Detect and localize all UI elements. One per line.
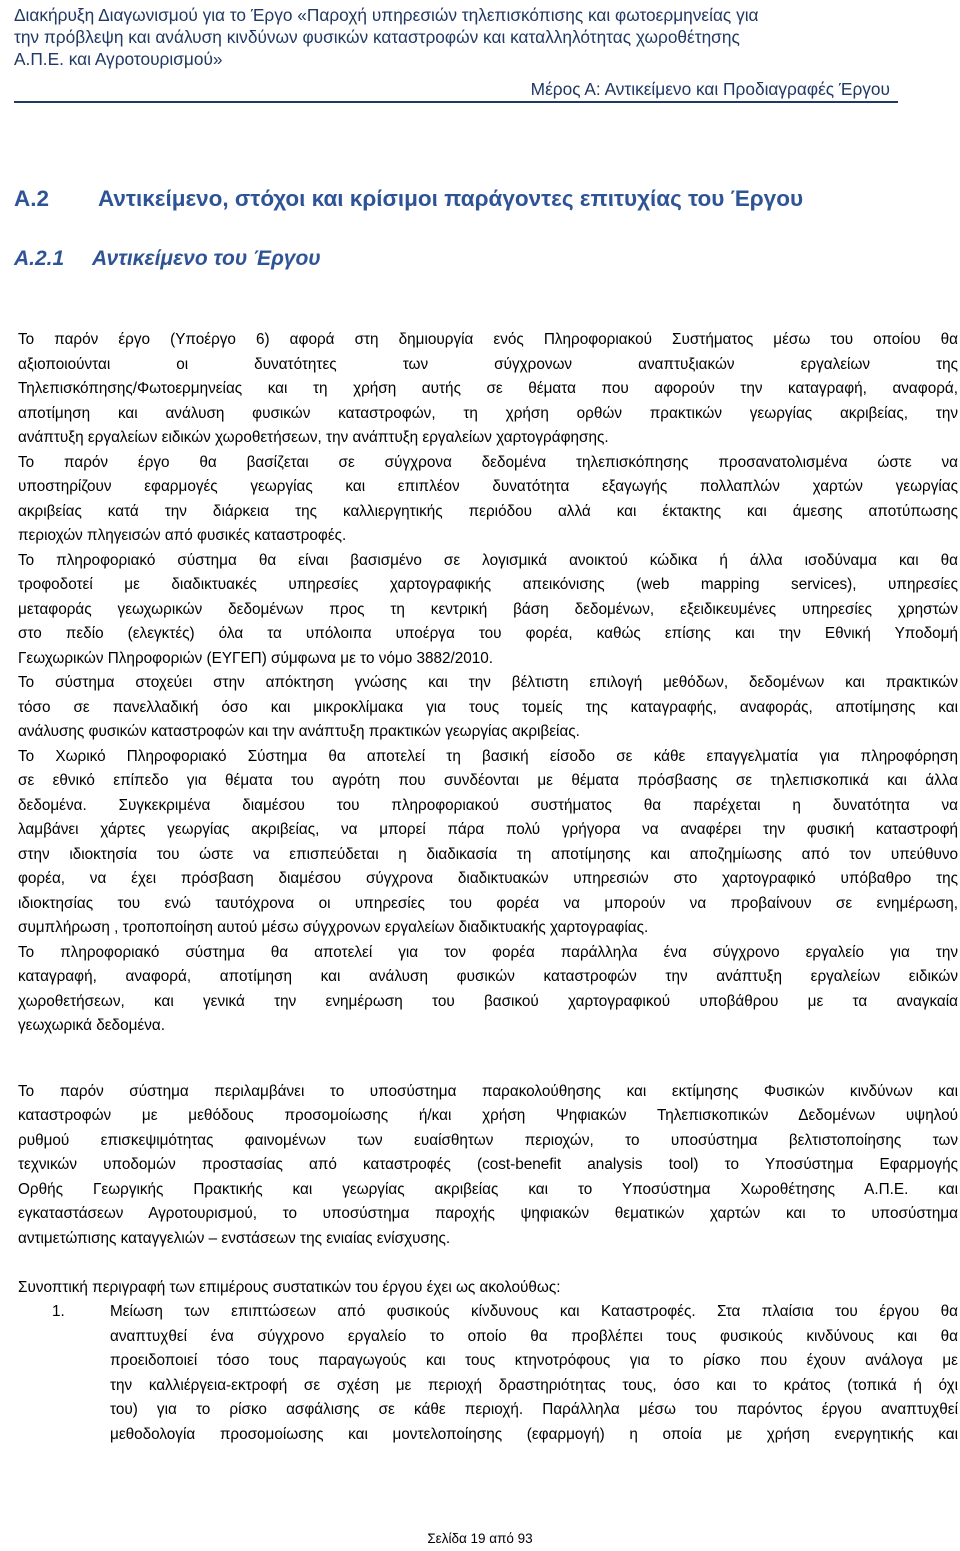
paragraph-spacer: [18, 1251, 958, 1276]
list-item-line: προειδοποιεί τόσο τους παραγωγούς και τους κτηνοτρόφους για το ρίσκο που έχουν ανάλογα με: [110, 1352, 958, 1369]
paragraph: [18, 328, 958, 451]
paragraph-line: ιδιοκτησίας του ενώ ταυτόχρονα οι υπηρεσίες του φορέα να μπορούν να προβαίνουν σε ενημέρωση,: [18, 894, 958, 912]
document-header-part: Μέρος Α: Αντικείμενο και Προδιαγραφές Έργου: [530, 79, 890, 99]
paragraph-line: τεχνικών υποδομών προστασίας από καταστροφές (cost-benefit analysis tool) το Υποσύστημα Εφαρμογής: [18, 1156, 958, 1173]
list-item-line: Μείωση των επιπτώσεων από φυσικούς κίνδυνους και Καταστροφές. Στα πλαίσια του έργου θα: [110, 1303, 958, 1320]
page-number-footer: Σελίδα 19 από 93: [427, 1531, 533, 1546]
paragraph-line: Τηλεπισκόπησης/Φωτοερμηνείας και τη χρήση αυτής σε θέματα που αφορούν την καταγραφή, αναφορά,: [18, 380, 958, 397]
subsection-title: Αντικείμενο του Έργου: [92, 247, 321, 270]
paragraph: [18, 1080, 958, 1252]
list-item-text: [110, 1300, 958, 1447]
list-item: [18, 1300, 958, 1447]
list-item-line: την καλλιέργεια-εκτροφή σε σχέση με περιοχή δραστηριότητας τους, όσο και το κράτος (τοπικά ή όχι: [110, 1376, 958, 1394]
paragraph: [18, 745, 958, 941]
paragraph: [18, 451, 958, 549]
paragraph-line: εγκαταστάσεων Αγροτουρισμού, το υποσύστημα παροχής ψηφιακών θεματικών χαρτών και το υποσύστημα: [18, 1205, 958, 1222]
list-item-line: μεθοδολογία προσομοίωσης και μοντελοποίησης (εφαρμογή) η οποία με χρήση ενεργητικής και: [110, 1425, 958, 1443]
section-number: Α.2: [14, 186, 50, 211]
section-title: Αντικείμενο, στόχοι και κρίσιμοι παράγοντες επιτυχίας του Έργου: [98, 186, 804, 211]
paragraph-line: χωροθετήσεων, και γενικά την ενημέρωση του βασικού χαρτογραφικού υποβάθρου με τα αναγκαία: [18, 992, 958, 1010]
paragraph-line: Γεωχωρικών Πληροφοριών (ΕΥΓΕΠ) σύμφωνα με το νόμο 3882/2010.: [18, 649, 494, 667]
subsection-number: Α.2.1: [14, 247, 65, 270]
paragraph-line: συμπλήρωση , τροποποίηση αυτού μέσω σύγχρονων εργαλείων διαδικτυακής χαρτογραφίας.: [18, 919, 649, 936]
list-item-line: του) για το ρίσκο ασφάλισης σε κάθε περιοχή. Παράλληλα μέσω του παρόντος έργου αναπτυχθεί: [110, 1401, 958, 1418]
paragraph-line: Το σύστημα στοχεύει στην απόκτηση γνώσης και την βέλτιστη επιλογή μεθόδων, δεδομένων και πρακτικών: [18, 674, 958, 691]
paragraph-line: Το πληροφοριακό σύστημα θα αποτελεί για τον φορέα παράλληλα ένα σύγχρονο εργαλείο για την: [18, 943, 958, 961]
paragraph-line: Το παρόν έργο (Υποέργο 6) αφορά στη δημιουργία ενός Πληροφοριακού Συστήματος μέσω του οποίου θα: [18, 331, 958, 348]
paragraph-line: Ορθής Γεωργικής Πρακτικής και γεωργίας ακριβείας και το Υποσύστημα Χωροθέτησης Α.Π.Ε. και: [18, 1180, 958, 1198]
paragraph-line: υποστηρίζουν εφαρμογές γεωργίας και επιπλέον δυνατότητα εξαγωγής πολλαπλών χαρτών γεωργίας: [18, 478, 958, 495]
paragraph-line: Συνοπτική περιγραφή των επιμέρους συστατικών του έργου έχει ως ακολούθως:: [18, 1278, 561, 1296]
paragraph-line: τροφοδοτεί με διαδικτυακές υπηρεσίες χαρτογραφικής απεικόνισης (web mapping services), υπηρεσίες: [18, 576, 958, 593]
paragraph-line: αποτίμηση και ανάλυση φυσικών καταστροφών, τη χρήση ορθών πρακτικών γεωργίας ακριβείας, την: [18, 404, 958, 422]
paragraph-line: δεδομένα. Συγκεκριμένα διαμέσου του πληροφοριακού συστήματος θα παρέχεται η δυνατότητα να: [18, 796, 958, 814]
paragraph-line: αξιοποιούνται οι δυνατότητες των σύγχρονων αναπτυξιακών εργαλείων της: [18, 355, 958, 373]
paragraph-line: Το πληροφοριακό σύστημα θα είναι βασισμένο σε λογισμικά ανοικτού κώδικα ή άλλα ισοδύναμα και θα: [18, 551, 958, 569]
paragraph-line: λαμβάνει χάρτες γεωργίας ακριβείας, να μπορεί πάρα πολύ γρήγορα να αναφέρει την φυσική καταστροφή: [18, 821, 958, 838]
header-title-line: Διακήρυξη Διαγωνισμού για το Έργο «Παροχή υπηρεσιών τηλεπισκόπισης και φωτοερμηνείας για: [14, 5, 759, 25]
header-title-line: Α.Π.Ε. και Αγροτουρισμού»: [14, 49, 223, 69]
paragraph-line: Το Χωρικό Πληροφοριακό Σύστημα θα αποτελεί τη βασική είσοδο σε κάθε επαγγελματία για πληροφόρηση: [18, 747, 958, 765]
paragraph-line: αντιμετώπισης καταγγελιών – ενστάσεων της ενιαίας ενίσχυσης.: [18, 1229, 451, 1247]
paragraph: [18, 941, 958, 1039]
document-header-title: [14, 4, 944, 70]
paragraph-line: ακριβείας κατά την διάρκεια της καλλιεργητικής περιόδου αλλά και έκτακτης και άμεσης αποτύπωσης: [18, 502, 958, 520]
paragraph-line: φορέα, να έχει πρόσβαση διαμέσου σύγχρονα διαδικτυακών υπηρεσιών στο χαρτογραφικό υπόβαθρο της: [18, 870, 958, 887]
paragraph-line: περιοχών πληγεισών από φυσικές καταστροφές.: [18, 527, 347, 544]
paragraph-line: σε εθνικό επίπεδο για θέματα του αγρότη που συνδέονται με θέματα πρόσβασης σε τηλεπισκοπικά και άλλα: [18, 772, 958, 789]
paragraph-line: Το παρόν έργο θα βασίζεται σε σύγχρονα δεδομένα τηλεπισκόπησης προσανατολισμένα ώστε να: [18, 453, 958, 471]
paragraph-line: ανάλυσης φυσικών καταστροφών και την ανάπτυξη πρακτικών γεωργίας ακριβείας.: [18, 723, 580, 740]
paragraph-line: Το παρόν σύστημα περιλαμβάνει το υποσύστημα παρακολούθησης και εκτίμησης Φυσικών κινδύνων και: [18, 1082, 958, 1100]
document-body: [18, 328, 958, 1447]
paragraph-line: ρυθμού επισκεψιμότητας φαινομένων των ευαίσθητων περιοχών, το υποσύστημα βελτιστοποίησης των: [18, 1131, 958, 1149]
paragraph: [18, 549, 958, 672]
paragraph-line: γεωχωρικά δεδομένα.: [18, 1017, 165, 1034]
header-title-line: την πρόβλεψη και ανάλυση κινδύνων φυσικών καταστροφών και καταλληλότητας χωροθέτησης: [14, 27, 740, 47]
header-divider: [14, 101, 898, 103]
list-item-number: 1.: [52, 1303, 65, 1320]
list-item-line: αναπτυχθεί ένα σύγχρονο εργαλείο το οποίο θα προβλέπει τους φυσικούς κινδύνους και θα: [110, 1327, 958, 1345]
paragraph-line: καταγραφή, αναφορά, αποτίμηση και ανάλυση φυσικών καταστροφών την ανάπτυξη εργαλείων ειδικών: [18, 968, 958, 985]
section-heading: [14, 186, 803, 212]
paragraph: [18, 1276, 958, 1301]
paragraph: [18, 671, 958, 745]
paragraph-line: στην ιδιοκτησία του ώστε να επισπεύδεται η διαδικασία τη αποτίμησης και αποζημίωσης από τον υπεύθυνο: [18, 845, 958, 863]
paragraph-line: στο πεδίο (ελεγκτές) όλα τα υπόλοιπα υποέργα του φορέα, καθώς επίσης και την Εθνική Υποδομή: [18, 625, 958, 642]
paragraph-line: μεταφοράς γεωχωρικών δεδομένων προς τη κεντρική βάση δεδομένων, εξειδικευμένες υπηρεσίες χρηστών: [18, 600, 958, 618]
paragraph-spacer: [18, 1039, 958, 1080]
subsection-heading: [14, 247, 321, 271]
paragraph-line: τόσο σε πανελλαδική όσο και μικροκλίμακα για τους τομείς της καταγραφής, αναφοράς, αποτίμησης και: [18, 698, 958, 716]
paragraph-line: καταστροφών με μεθόδους προσομοίωσης ή/και χρήση Ψηφιακών Τηλεπισκοπικών Δεδομένων υψηλού: [18, 1107, 958, 1124]
paragraph-line: ανάπτυξη εργαλείων ειδικών χωροθετήσεων, την ανάπτυξη εργαλείων χαρτογράφησης.: [18, 429, 609, 446]
